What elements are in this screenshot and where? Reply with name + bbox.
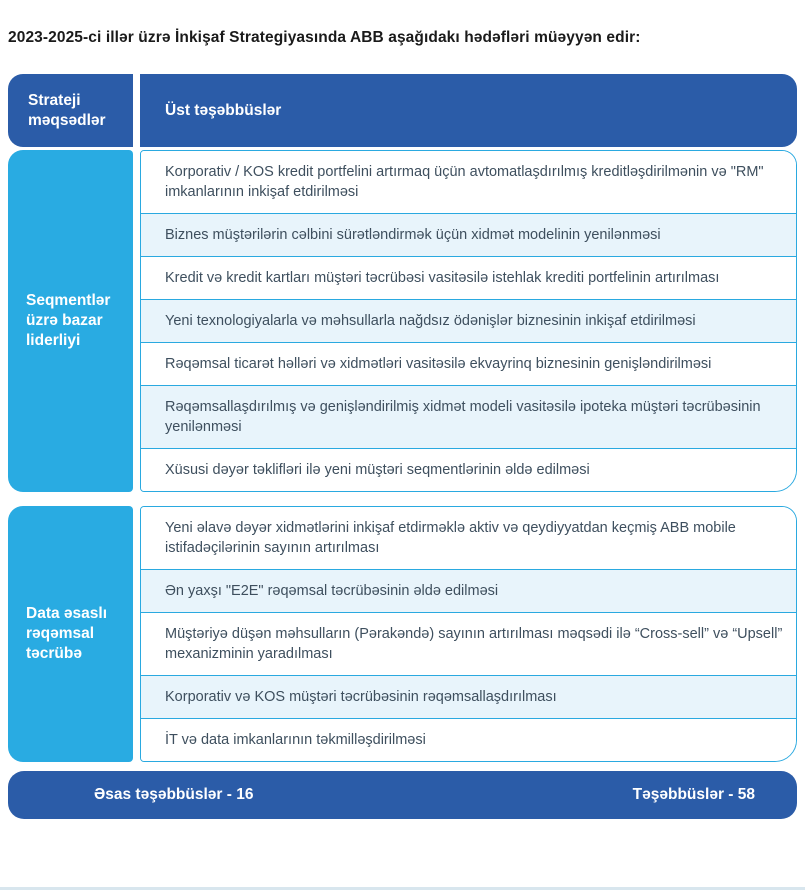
section-data-driven-experience: [8, 506, 797, 762]
header-cell-strategic-goals-label: Strateji məqsədlər: [28, 92, 106, 129]
initiative-row: Kredit və kredit kartları müştəri təcrübəsi vasitəsilə istehlak krediti portfelinin artırılması: [141, 256, 796, 299]
initiatives-list-data-driven-experience: [140, 506, 797, 762]
goal-cell-market-leadership: [8, 150, 133, 492]
initiative-row: Müştəriyə düşən məhsulların (Pərakəndə) sayının artırılması məqsədi ilə “Cross-sell” və “Upsell” mexanizminin yaradılması: [141, 612, 796, 675]
initiatives-list-market-leadership: [140, 150, 797, 492]
table-header-row: [8, 74, 797, 147]
initiative-row: Korporativ və KOS müştəri təcrübəsinin rəqəmsallaşdırılması: [141, 675, 796, 718]
section-market-leadership: [8, 150, 797, 492]
initiative-row: İT və data imkanlarının təkmilləşdirilməsi: [141, 718, 796, 761]
header-cell-strategic-goals: [8, 74, 133, 147]
initiative-row: Korporativ / KOS kredit portfelini artırmaq üçün avtomatlaşdırılmış kreditləşdirilmənin və "RM" imkanlarının inkişaf etdirilməsi: [141, 151, 796, 213]
page-title: 2023-2025-ci illər üzrə İnkişaf Strategiyasında ABB aşağıdakı hədəfləri müəyyən edir:: [8, 29, 641, 46]
goal-label: Data əsaslı rəqəmsal təcrübə: [26, 604, 107, 663]
table-footer: [8, 771, 797, 819]
footer-total-initiatives-count: Təşəbbüslər - 58: [632, 786, 755, 803]
goal-cell-data-driven-experience: [8, 506, 133, 762]
initiative-row: Rəqəmsal ticarət həlləri və xidmətləri vasitəsilə ekvayrinq biznesinin genişləndirilməsi: [141, 342, 796, 385]
footer-main-initiatives-count: Əsas təşəbbüslər - 16: [94, 786, 254, 803]
strategy-table: [8, 74, 797, 819]
document-page: [0, 29, 805, 890]
initiative-row: Rəqəmsallaşdırılmış və genişləndirilmiş xidmət modeli vasitəsilə ipoteka müştəri təcrübəsinin yenilənməsi: [141, 385, 796, 448]
initiative-row: Biznes müştərilərin cəlbini sürətləndirmək üçün xidmət modelinin yenilənməsi: [141, 213, 796, 256]
header-cell-top-initiatives: [140, 74, 797, 147]
initiative-row: Yeni texnologiyalarla və məhsullarla nağdsız ödənişlər biznesinin inkişaf etdirilməsi: [141, 299, 796, 342]
initiative-row: Xüsusi dəyər təklifləri ilə yeni müştəri seqmentlərinin əldə edilməsi: [141, 448, 796, 491]
initiative-row: Ən yaxşı "E2E" rəqəmsal təcrübəsinin əldə edilməsi: [141, 569, 796, 612]
header-cell-top-initiatives-label: Üst təşəbbüslər: [165, 101, 282, 119]
initiative-row: Yeni əlavə dəyər xidmətlərini inkişaf etdirməklə aktiv və qeydiyyatdan keçmiş ABB mobile istifadəçilərinin sayının artırılması: [141, 507, 796, 569]
goal-label: Seqmentlər üzrə bazar liderliyi: [26, 291, 111, 350]
